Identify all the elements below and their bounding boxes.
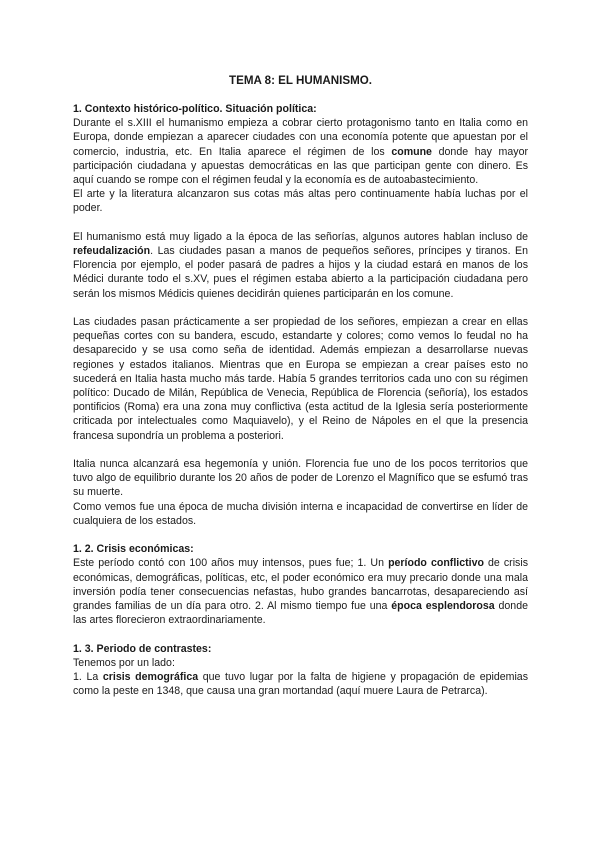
section-1-paragraph-3: El humanismo está muy ligado a la época de las señorías, algunos autores hablan incluso de refeudalización. Las ciudades pasan a manos de pequeños señores, príncipes y tiranos. En Florencia por ejemplo, el poder pasará de padres a hijos y la ciudad estará en manos de los Médici durante todo el s.XV, pues el régimen estaba abierto a la participación ciudadana pero serán los mismos Médicis quienes decidirán quienes participarán en los comune.	[73, 230, 528, 300]
section-3-paragraph-1: 1. La crisis demográfica que tuvo lugar por la falta de higiene y propagación de epidemias como la peste en 1348, que causa una gran mortandad (aquí muere Laura de Petrarca).	[73, 671, 528, 698]
section-1-paragraph-4: Las ciudades pasan prácticamente a ser propiedad de los señores, empiezan a crear en ellas pequeñas cortes con su bandera, escudo, estandarte y colores; como vemos lo feudal no ha desaparecido y se usa como seña de identidad. Además empiezan a desarrollarse nuevas regiones y estados italianos. Mientras que en Europa se empiezan a crear países esto no sucederá en Italia hasta mucho más tarde. Había 5 grandes territorios cada uno con su régimen político: Ducado de Milán, República de Venecia, República de Florencia (señoría), los estados pontificios (Roma) era una zona muy conflictiva (esta actitud de la Iglesia sería posteriormente criticada por intelectuales como Maquiavelo), y el Reino de Nápoles en el que la presencia francesa supondría un problema a posteriori.	[73, 316, 528, 442]
section-1-paragraph-2: El arte y la literatura alcanzaron sus cotas más altas pero continuamente había luchas por el poder.	[73, 188, 528, 215]
section-3-intro: Tenemos por un lado:	[73, 656, 175, 669]
section-1-heading: 1. Contexto histórico-político. Situación política:	[73, 103, 317, 115]
section-2-paragraph-1: Este período contó con 100 años muy intensos, pues fue; 1. Un período conflictivo de crisis económicas, demográficas, políticas, etc, el poder económico era muy precario donde una mala inversión podía tener consecuencias nefastas, hubo grandes bancarrotas, desapareciendo así grandes familias de un día para otro. 2. Al mismo tiempo fue una época esplendorosa donde las artes florecieron extraordinariamente.	[73, 557, 529, 627]
section-1-paragraph-5: Italia nunca alcanzará esa hegemonía y unión. Florencia fue uno de los pocos territorios que tuvo algo de equilibrio durante los 20 años de poder de Lorenzo el Magnífico que se esfumó tras su muerte.	[73, 458, 528, 499]
document-title: TEMA 8: EL HUMANISMO.	[229, 74, 372, 87]
section-2-heading: 1. 2. Crisis económicas:	[73, 543, 194, 556]
section-1-paragraph-1: Durante el s.XIII el humanismo empieza a cobrar cierto protagonismo tanto en Italia como en Europa, donde empiezan a aparecer ciudades con una economía potente que apuestan por el comercio, industria, etc. En Italia aparece el régimen de los comune donde hay mayor participación ciudadana y apuestas democráticas en las que participan gente con dinero. Es aquí cuando se rompe con el régimen feudal y la economía es de autoabastecimiento.	[73, 117, 528, 187]
section-3-heading: 1. 3. Periodo de contrastes:	[73, 642, 212, 655]
section-1-paragraph-6: Como vemos fue una época de mucha división interna e incapacidad de convertirse en líder de cualquiera de los estados.	[73, 500, 528, 527]
